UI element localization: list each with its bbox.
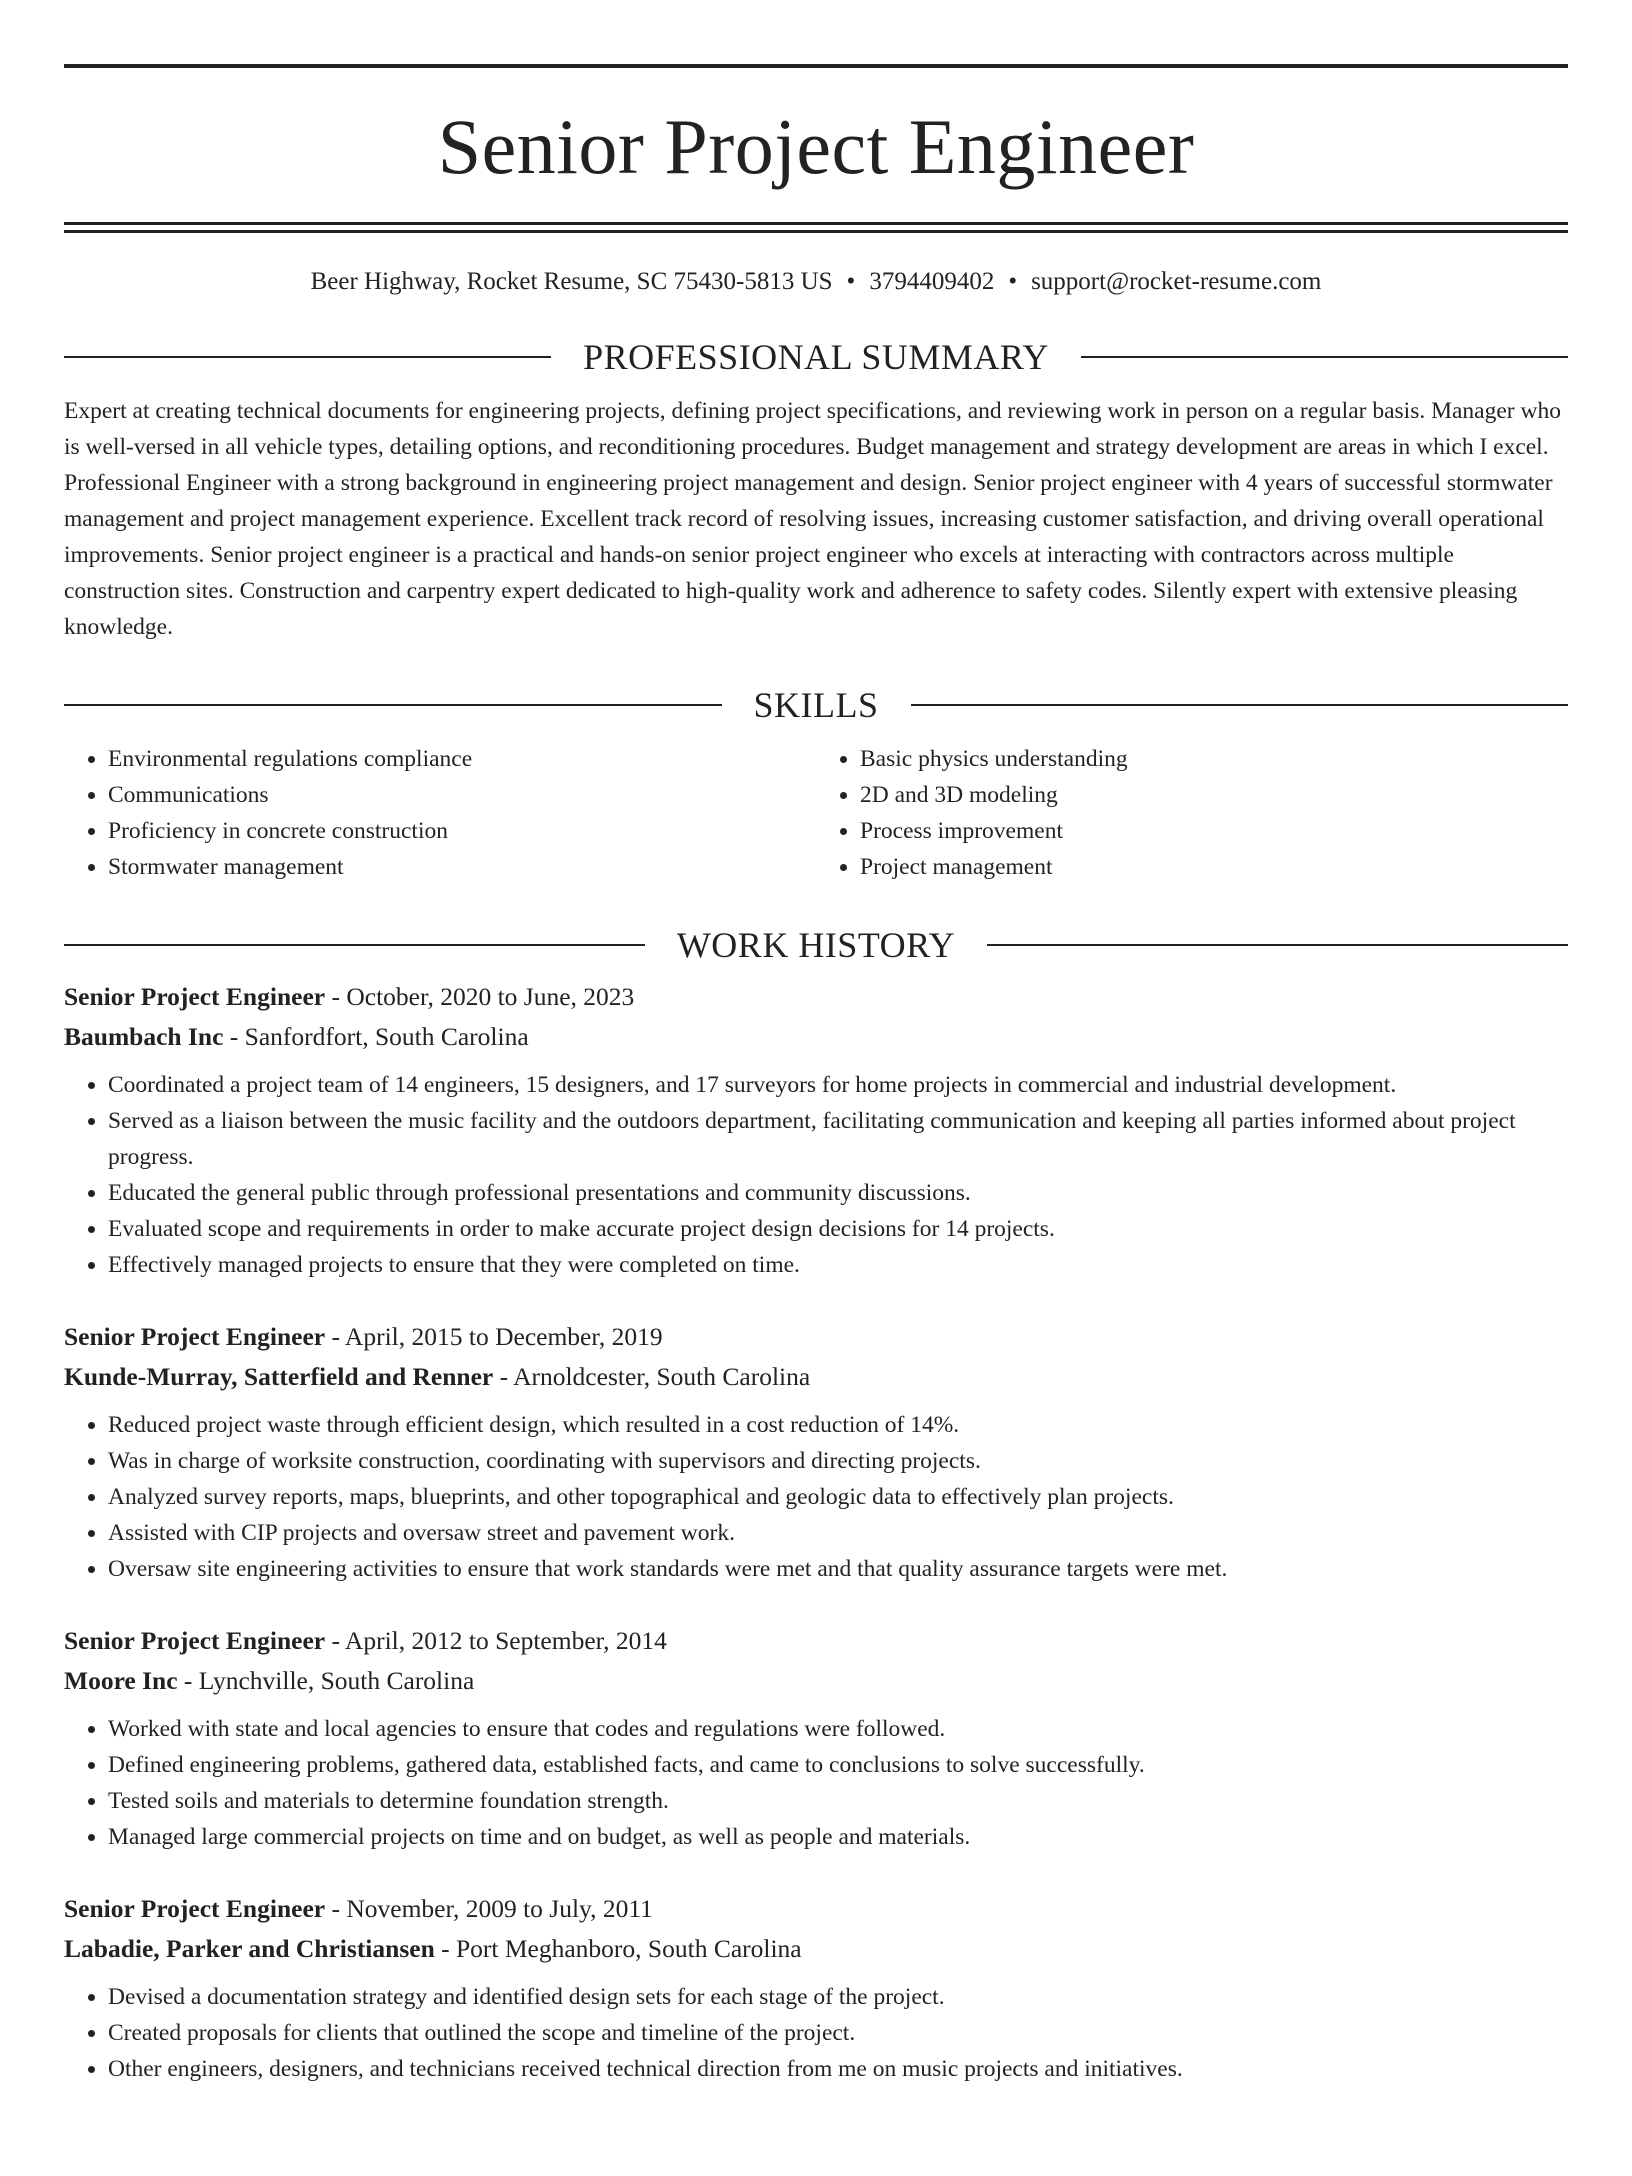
job-company-line [64, 1017, 1568, 1057]
job-location: - Lynchville, South Carolina [177, 1666, 475, 1695]
summary-section-header [64, 339, 1568, 375]
job-bullet: • Oversaw site engineering activities to ensure that work standards were met and that quality assurance targets were met. [108, 1551, 1568, 1587]
job-entry [64, 1889, 1568, 2087]
job-title: Senior Project Engineer [64, 982, 326, 1011]
job-bullets [64, 1067, 1568, 1283]
section-rule-right [911, 704, 1569, 706]
job-company: Kunde-Murray, Satterfield and Renner [64, 1362, 494, 1391]
job-title: Senior Project Engineer [64, 1894, 326, 1923]
job-bullet: • Served as a liaison between the music facility and the outdoors department, facilitating communication and keeping all parties informed about project progress. [108, 1103, 1568, 1175]
skills-section-header [64, 687, 1568, 723]
skill-item: • Stormwater management [108, 849, 816, 885]
job-company-line [64, 1929, 1568, 1969]
skill-item: • Proficiency in concrete construction [108, 813, 816, 849]
skills-column-right [816, 741, 1568, 885]
summary-text: Expert at creating technical documents for engineering projects, defining project specifications, and reviewing work in person on a regular basis. Manager who is well-versed in all vehicle types, detailing options, and reconditioning procedures. Budget management and strategy development are areas in which I excel. Professional Engineer with a strong background in engineering project management and design. Senior project engineer with 4 years of successful stormwater management and project management experience. Excellent track record of resolving issues, increasing customer satisfaction, and driving overall operational improvements. Senior project engineer is a practical and hands-on senior project engineer who excels at interacting with contractors across multiple construction sites. Construction and carpentry expert dedicated to high-quality work and adherence to safety codes. Silently expert with extensive pleasing knowledge. [64, 398, 1561, 640]
resume-page [0, 64, 1632, 2176]
job-entry [64, 977, 1568, 1283]
job-bullet: • Managed large commercial projects on time and on budget, as well as people and materials. [108, 1819, 1568, 1855]
job-location: - Port Meghanboro, South Carolina [434, 1934, 802, 1963]
section-rule-right [1081, 356, 1568, 358]
job-bullets [64, 1711, 1568, 1855]
skills-column-left [64, 741, 816, 885]
job-title: Senior Project Engineer [64, 1322, 326, 1351]
job-company: Baumbach Inc [64, 1022, 224, 1051]
job-bullet: • Other engineers, designers, and technicians received technical direction from me on music projects and initiatives. [108, 2051, 1568, 2087]
contact-separator: • [1008, 268, 1018, 295]
job-entry [64, 1621, 1568, 1855]
job-dates: - April, 2012 to September, 2014 [325, 1626, 667, 1655]
job-location: - Arnoldcester, South Carolina [493, 1362, 811, 1391]
job-bullet: • Reduced project waste through efficient design, which resulted in a cost reduction of 14%. [108, 1407, 1568, 1443]
job-bullet: • Analyzed survey reports, maps, blueprints, and other topographical and geologic data to effectively plan projects. [108, 1479, 1568, 1515]
job-title-line [64, 1317, 1568, 1357]
job-dates: - April, 2015 to December, 2019 [325, 1322, 663, 1351]
job-entry [64, 1317, 1568, 1587]
job-location: - Sanfordfort, South Carolina [223, 1022, 529, 1051]
job-dates: - November, 2009 to July, 2011 [325, 1894, 653, 1923]
candidate-name: Senior Project Engineer [437, 103, 1195, 190]
section-rule-left [64, 944, 645, 946]
job-bullet: • Tested soils and materials to determine foundation strength. [108, 1783, 1568, 1819]
job-company-line [64, 1357, 1568, 1397]
job-bullets [64, 1407, 1568, 1587]
work-section-header [64, 927, 1568, 963]
job-bullet: • Worked with state and local agencies to ensure that codes and regulations were followed. [108, 1711, 1568, 1747]
contact-line [64, 267, 1568, 297]
skill-item: • Communications [108, 777, 816, 813]
section-rule-left [64, 704, 722, 706]
job-bullet: • Evaluated scope and requirements in order to make accurate project design decisions for 14 projects. [108, 1211, 1568, 1247]
contact-email: support@rocket-resume.com [1031, 268, 1322, 295]
job-company: Labadie, Parker and Christiansen [64, 1934, 435, 1963]
job-bullets [64, 1979, 1568, 2087]
job-bullet: • Coordinated a project team of 14 engineers, 15 designers, and 17 surveyors for home projects in commercial and industrial development. [108, 1067, 1568, 1103]
job-bullet: • Effectively managed projects to ensure that they were completed on time. [108, 1247, 1568, 1283]
skills-list [64, 741, 1568, 885]
job-company: Moore Inc [64, 1666, 178, 1695]
header-double-rule [64, 222, 1568, 233]
skill-item: • 2D and 3D modeling [860, 777, 1568, 813]
section-rule-right [987, 944, 1568, 946]
skill-item: • Process improvement [860, 813, 1568, 849]
work-heading: WORK HISTORY [676, 925, 956, 965]
contact-separator: • [846, 268, 856, 295]
job-bullet: • Assisted with CIP projects and oversaw street and pavement work. [108, 1515, 1568, 1551]
job-bullet: • Created proposals for clients that outlined the scope and timeline of the project. [108, 2015, 1568, 2051]
section-rule-left [64, 356, 551, 358]
top-rule [64, 64, 1568, 68]
contact-address: Beer Highway, Rocket Resume, SC 75430-5813 US [310, 268, 833, 295]
contact-phone: 3794409402 [869, 268, 995, 295]
skill-item: • Environmental regulations compliance [108, 741, 816, 777]
job-bullet: • Educated the general public through professional presentations and community discussions. [108, 1175, 1568, 1211]
skill-item: • Project management [860, 849, 1568, 885]
job-title-line [64, 977, 1568, 1017]
summary-heading: PROFESSIONAL SUMMARY [583, 337, 1049, 377]
skills-heading: SKILLS [753, 685, 879, 725]
job-bullet: • Defined engineering problems, gathered data, established facts, and came to conclusions to solve successfully. [108, 1747, 1568, 1783]
skill-item: • Basic physics understanding [860, 741, 1568, 777]
job-company-line [64, 1661, 1568, 1701]
job-title-line [64, 1889, 1568, 1929]
job-bullet: • Devised a documentation strategy and identified design sets for each stage of the project. [108, 1979, 1568, 2015]
job-dates: - October, 2020 to June, 2023 [325, 982, 635, 1011]
job-title-line [64, 1621, 1568, 1661]
job-title: Senior Project Engineer [64, 1626, 326, 1655]
job-bullet: • Was in charge of worksite construction, coordinating with supervisors and directing projects. [108, 1443, 1568, 1479]
